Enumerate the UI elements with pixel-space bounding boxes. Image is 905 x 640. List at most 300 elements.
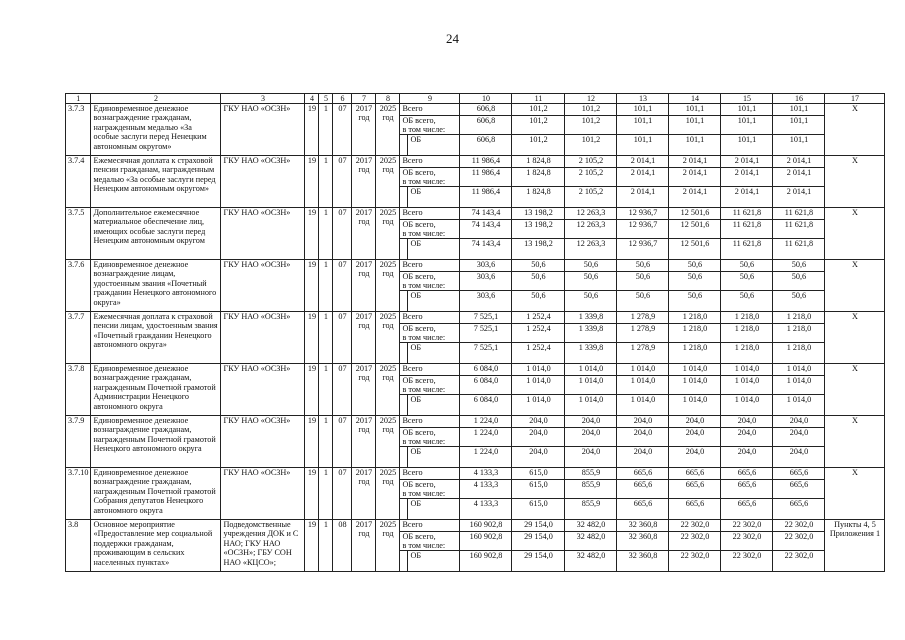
total-value: 665,6 (617, 468, 669, 480)
ob-total-label-line1: ОБ всего, (402, 116, 436, 125)
ob-value: 615,0 (512, 499, 565, 520)
total-value: 32 482,0 (565, 520, 617, 532)
code-4: 19 (305, 208, 319, 260)
ob-total-value: 855,9 (565, 480, 617, 499)
ob-total-value: 1 218,0 (669, 324, 721, 343)
column-header-11: 11 (512, 94, 565, 104)
code-5: 1 (319, 156, 333, 208)
ob-value: 22 302,0 (669, 551, 721, 572)
total-value: 160 902,8 (460, 520, 512, 532)
source-total-label: Всего (400, 364, 460, 376)
ob-value: 32 482,0 (565, 551, 617, 572)
code-6: 07 (333, 416, 352, 468)
column-header-2: 2 (91, 94, 221, 104)
ob-total-value: 50,6 (512, 272, 565, 291)
ob-value: 12 501,6 (669, 239, 721, 260)
ob-value: 160 902,8 (460, 551, 512, 572)
total-value: 4 133,3 (460, 468, 512, 480)
ob-total-value: 665,6 (721, 480, 773, 499)
ob-total-value: 1 014,0 (565, 376, 617, 395)
start-year: 2017 год (352, 520, 376, 572)
item-number: 3.7.7 (66, 312, 91, 364)
column-header-6: 6 (333, 94, 352, 104)
total-value: 29 154,0 (512, 520, 565, 532)
total-value: 204,0 (565, 416, 617, 428)
ob-total-value: 74 143,4 (460, 220, 512, 239)
total-value: 13 198,2 (512, 208, 565, 220)
ob-total-label (400, 532, 460, 551)
ob-spacer (400, 395, 408, 416)
ob-total-value: 1 339,8 (565, 324, 617, 343)
total-value: 6 084,0 (460, 364, 512, 376)
source-total-label: Всего (400, 104, 460, 116)
ob-value: 11 986,4 (460, 187, 512, 208)
end-year: 2025 год (376, 208, 400, 260)
source-total-label: Всего (400, 520, 460, 532)
table-row (66, 364, 885, 376)
ob-total-value: 6 084,0 (460, 376, 512, 395)
code-5: 1 (319, 364, 333, 416)
ob-value: 1 218,0 (721, 343, 773, 364)
ob-total-value: 12 501,6 (669, 220, 721, 239)
total-value: 101,1 (721, 104, 773, 116)
result-link: Х (825, 260, 885, 312)
end-year: 2025 год (376, 260, 400, 312)
column-header-1: 1 (66, 94, 91, 104)
ob-total-value: 1 014,0 (512, 376, 565, 395)
ob-total-value: 2 105,2 (565, 168, 617, 187)
ob-value: 1 218,0 (669, 343, 721, 364)
ob-total-value: 1 824,8 (512, 168, 565, 187)
ob-value: 1 278,9 (617, 343, 669, 364)
ob-value: 101,2 (512, 135, 565, 156)
code-6: 07 (333, 468, 352, 520)
table-row (66, 260, 885, 272)
ob-total-value: 32 360,8 (617, 532, 669, 551)
ob-total-value: 606,8 (460, 116, 512, 135)
column-header-8: 8 (376, 94, 400, 104)
ob-value: 22 302,0 (773, 551, 825, 572)
source-total-label: Всего (400, 468, 460, 480)
ob-total-value: 1 014,0 (669, 376, 721, 395)
item-number: 3.7.5 (66, 208, 91, 260)
total-value: 2 014,1 (617, 156, 669, 168)
end-year: 2025 год (376, 104, 400, 156)
ob-value: 50,6 (512, 291, 565, 312)
ob-value: 204,0 (512, 447, 565, 468)
table-row (66, 208, 885, 220)
item-name: Единовременное денежное вознаграждение гражданам, награжденным Почетной грамотой Ненецкого автономного округа (91, 416, 221, 468)
total-value: 50,6 (565, 260, 617, 272)
ob-total-label-line2: в том числе: (402, 177, 446, 186)
header-row (66, 94, 885, 104)
ob-total-label (400, 480, 460, 499)
total-value: 101,2 (512, 104, 565, 116)
end-year: 2025 год (376, 416, 400, 468)
result-link: Х (825, 468, 885, 520)
ob-total-value: 101,2 (512, 116, 565, 135)
total-value: 11 621,8 (721, 208, 773, 220)
executor: ГКУ НАО «ОСЗН» (221, 156, 305, 208)
ob-total-value: 50,6 (617, 272, 669, 291)
ob-value: 855,9 (565, 499, 617, 520)
total-value: 665,6 (773, 468, 825, 480)
column-header-16: 16 (773, 94, 825, 104)
ob-total-value: 2 014,1 (773, 168, 825, 187)
ob-value: 50,6 (565, 291, 617, 312)
item-number: 3.7.6 (66, 260, 91, 312)
total-value: 1 339,8 (565, 312, 617, 324)
total-value: 665,6 (721, 468, 773, 480)
ob-spacer (400, 239, 408, 260)
ob-spacer (400, 447, 408, 468)
total-value: 615,0 (512, 468, 565, 480)
total-value: 101,1 (669, 104, 721, 116)
ob-value: 2 014,1 (721, 187, 773, 208)
code-4: 19 (305, 156, 319, 208)
ob-total-value: 22 302,0 (669, 532, 721, 551)
total-value: 2 014,1 (773, 156, 825, 168)
ob-value: 12 936,7 (617, 239, 669, 260)
total-value: 1 014,0 (512, 364, 565, 376)
ob-value: 1 824,8 (512, 187, 565, 208)
total-value: 11 986,4 (460, 156, 512, 168)
code-6: 07 (333, 208, 352, 260)
total-value: 204,0 (512, 416, 565, 428)
total-value: 101,2 (565, 104, 617, 116)
ob-value: 204,0 (669, 447, 721, 468)
item-number: 3.7.3 (66, 104, 91, 156)
column-header-5: 5 (319, 94, 333, 104)
ob-total-label-line2: в том числе: (402, 541, 446, 550)
start-year: 2017 год (352, 260, 376, 312)
ob-spacer (400, 343, 408, 364)
code-6: 07 (333, 260, 352, 312)
ob-total-value: 204,0 (721, 428, 773, 447)
item-number: 3.7.4 (66, 156, 91, 208)
ob-total-value: 22 302,0 (721, 532, 773, 551)
ob-value: 2 014,1 (773, 187, 825, 208)
ob-label: ОБ (408, 395, 460, 416)
ob-total-value: 1 014,0 (773, 376, 825, 395)
ob-value: 6 084,0 (460, 395, 512, 416)
total-value: 204,0 (669, 416, 721, 428)
ob-total-value: 101,1 (617, 116, 669, 135)
table-row (66, 156, 885, 168)
ob-value: 1 218,0 (773, 343, 825, 364)
start-year: 2017 год (352, 364, 376, 416)
ob-total-value: 1 224,0 (460, 428, 512, 447)
code-4: 19 (305, 260, 319, 312)
result-link: Пункты 4, 5 Приложения 1 (825, 520, 885, 572)
ob-total-value: 50,6 (669, 272, 721, 291)
code-5: 1 (319, 468, 333, 520)
total-value: 2 014,1 (669, 156, 721, 168)
table-row (66, 520, 885, 532)
ob-label: ОБ (408, 551, 460, 572)
item-number: 3.7.8 (66, 364, 91, 416)
ob-value: 50,6 (773, 291, 825, 312)
ob-total-label (400, 428, 460, 447)
item-name: Ежемесячная доплата к страховой пенсии гражданам, награжденным медалью «За особые заслуги перед Ненецким автономным округом» (91, 156, 221, 208)
total-value: 204,0 (773, 416, 825, 428)
ob-total-value: 50,6 (721, 272, 773, 291)
column-header-15: 15 (721, 94, 773, 104)
total-value: 101,1 (773, 104, 825, 116)
ob-total-value: 12 263,3 (565, 220, 617, 239)
ob-total-value: 1 014,0 (721, 376, 773, 395)
code-4: 19 (305, 104, 319, 156)
total-value: 32 360,8 (617, 520, 669, 532)
ob-value: 204,0 (617, 447, 669, 468)
ob-total-value: 665,6 (773, 480, 825, 499)
ob-value: 50,6 (617, 291, 669, 312)
ob-value: 665,6 (773, 499, 825, 520)
item-number: 3.7.10 (66, 468, 91, 520)
end-year: 2025 год (376, 156, 400, 208)
ob-total-value: 204,0 (512, 428, 565, 447)
total-value: 1 014,0 (565, 364, 617, 376)
ob-total-value: 11 986,4 (460, 168, 512, 187)
total-value: 303,6 (460, 260, 512, 272)
source-total-label: Всего (400, 156, 460, 168)
ob-total-label-line2: в том числе: (402, 489, 446, 498)
ob-total-value: 22 302,0 (773, 532, 825, 551)
executor: ГКУ НАО «ОСЗН» (221, 364, 305, 416)
ob-total-value: 4 133,3 (460, 480, 512, 499)
code-4: 19 (305, 468, 319, 520)
total-value: 7 525,1 (460, 312, 512, 324)
ob-value: 1 014,0 (721, 395, 773, 416)
column-header-17: 17 (825, 94, 885, 104)
start-year: 2017 год (352, 416, 376, 468)
ob-spacer (400, 291, 408, 312)
total-value: 22 302,0 (669, 520, 721, 532)
total-value: 50,6 (669, 260, 721, 272)
total-value: 1 278,9 (617, 312, 669, 324)
result-link: Х (825, 156, 885, 208)
code-5: 1 (319, 520, 333, 572)
ob-total-value: 2 014,1 (617, 168, 669, 187)
source-total-label: Всего (400, 260, 460, 272)
ob-total-label-line1: ОБ всего, (402, 220, 436, 229)
ob-value: 101,2 (565, 135, 617, 156)
ob-total-label-line2: в том числе: (402, 281, 446, 290)
ob-label: ОБ (408, 239, 460, 260)
item-name: Дополнительное ежемесячное материальное обеспечение лиц, имеющих особые заслуги перед Ненецким автономным округом (91, 208, 221, 260)
ob-total-label-line1: ОБ всего, (402, 168, 436, 177)
ob-value: 2 105,2 (565, 187, 617, 208)
ob-total-label-line2: в том числе: (402, 437, 446, 446)
executor: ГКУ НАО «ОСЗН» (221, 468, 305, 520)
total-value: 1 218,0 (721, 312, 773, 324)
total-value: 1 014,0 (669, 364, 721, 376)
ob-total-label-line1: ОБ всего, (402, 532, 436, 541)
ob-value: 1 224,0 (460, 447, 512, 468)
ob-total-label-line1: ОБ всего, (402, 428, 436, 437)
ob-total-value: 665,6 (669, 480, 721, 499)
ob-value: 1 014,0 (669, 395, 721, 416)
ob-total-value: 665,6 (617, 480, 669, 499)
table-row (66, 104, 885, 116)
ob-total-label (400, 168, 460, 187)
total-value: 12 936,7 (617, 208, 669, 220)
ob-total-value: 160 902,8 (460, 532, 512, 551)
total-value: 1 224,0 (460, 416, 512, 428)
total-value: 50,6 (617, 260, 669, 272)
ob-total-label-line1: ОБ всего, (402, 272, 436, 281)
start-year: 2017 год (352, 468, 376, 520)
total-value: 50,6 (773, 260, 825, 272)
column-header-9: 9 (400, 94, 460, 104)
ob-total-label-line2: в том числе: (402, 385, 446, 394)
total-value: 1 252,4 (512, 312, 565, 324)
ob-value: 101,1 (617, 135, 669, 156)
ob-value: 50,6 (669, 291, 721, 312)
ob-total-label-line1: ОБ всего, (402, 376, 436, 385)
start-year: 2017 год (352, 104, 376, 156)
ob-spacer (400, 551, 408, 572)
ob-total-label (400, 116, 460, 135)
end-year: 2025 год (376, 312, 400, 364)
item-name: Основное мероприятие «Предоставление мер социальной поддержки гражданам, проживающим в сельских населенных пунктах» (91, 520, 221, 572)
code-4: 19 (305, 416, 319, 468)
code-4: 19 (305, 520, 319, 572)
ob-total-value: 50,6 (565, 272, 617, 291)
total-value: 204,0 (617, 416, 669, 428)
total-value: 2 105,2 (565, 156, 617, 168)
executor: ГКУ НАО «ОСЗН» (221, 312, 305, 364)
ob-label: ОБ (408, 187, 460, 208)
total-value: 11 621,8 (773, 208, 825, 220)
total-value: 22 302,0 (773, 520, 825, 532)
ob-spacer (400, 499, 408, 520)
ob-total-label (400, 376, 460, 395)
code-5: 1 (319, 208, 333, 260)
code-6: 08 (333, 520, 352, 572)
column-header-13: 13 (617, 94, 669, 104)
ob-value: 13 198,2 (512, 239, 565, 260)
source-total-label: Всего (400, 416, 460, 428)
ob-label: ОБ (408, 135, 460, 156)
total-value: 50,6 (512, 260, 565, 272)
ob-total-label-line2: в том числе: (402, 125, 446, 134)
ob-total-value: 303,6 (460, 272, 512, 291)
code-6: 07 (333, 364, 352, 416)
ob-total-value: 1 278,9 (617, 324, 669, 343)
item-name: Единовременное денежное вознаграждение лицам, удостоенным звания «Почетный гражданин Ненецкого автономного округа» (91, 260, 221, 312)
result-link: Х (825, 364, 885, 416)
ob-label: ОБ (408, 499, 460, 520)
total-value: 12 501,6 (669, 208, 721, 220)
ob-value: 4 133,3 (460, 499, 512, 520)
ob-value: 665,6 (617, 499, 669, 520)
column-header-3: 3 (221, 94, 305, 104)
ob-total-label-line2: в том числе: (402, 333, 446, 342)
column-header-14: 14 (669, 94, 721, 104)
ob-total-label-line1: ОБ всего, (402, 480, 436, 489)
end-year: 2025 год (376, 468, 400, 520)
source-total-label: Всего (400, 208, 460, 220)
ob-value: 1 014,0 (512, 395, 565, 416)
ob-value: 204,0 (773, 447, 825, 468)
ob-total-value: 29 154,0 (512, 532, 565, 551)
code-5: 1 (319, 260, 333, 312)
item-name: Единовременное денежное вознаграждение гражданам, награжденным Почетной грамотой Администрации Ненецкого автономного округа (91, 364, 221, 416)
column-header-4: 4 (305, 94, 319, 104)
column-header-12: 12 (565, 94, 617, 104)
item-name: Единовременное денежное вознаграждение гражданам, награжденным Почетной грамотой Собрания депутатов Ненецкого автономного округа (91, 468, 221, 520)
code-4: 19 (305, 364, 319, 416)
result-link: Х (825, 104, 885, 156)
ob-value: 22 302,0 (721, 551, 773, 572)
code-6: 07 (333, 312, 352, 364)
total-value: 1 014,0 (773, 364, 825, 376)
code-5: 1 (319, 416, 333, 468)
total-value: 855,9 (565, 468, 617, 480)
ob-total-value: 12 936,7 (617, 220, 669, 239)
total-value: 101,1 (617, 104, 669, 116)
ob-total-value: 1 218,0 (773, 324, 825, 343)
total-value: 22 302,0 (721, 520, 773, 532)
total-value: 204,0 (721, 416, 773, 428)
ob-value: 665,6 (669, 499, 721, 520)
executor: ГКУ НАО «ОСЗН» (221, 208, 305, 260)
start-year: 2017 год (352, 208, 376, 260)
page-number: 24 (446, 31, 459, 46)
ob-value: 665,6 (721, 499, 773, 520)
total-value: 50,6 (721, 260, 773, 272)
ob-total-value: 1 218,0 (721, 324, 773, 343)
ob-value: 606,8 (460, 135, 512, 156)
total-value: 1 218,0 (773, 312, 825, 324)
ob-value: 29 154,0 (512, 551, 565, 572)
code-6: 07 (333, 156, 352, 208)
ob-total-value: 11 621,8 (721, 220, 773, 239)
ob-total-value: 204,0 (773, 428, 825, 447)
ob-value: 303,6 (460, 291, 512, 312)
ob-total-value: 101,1 (773, 116, 825, 135)
end-year: 2025 год (376, 520, 400, 572)
code-4: 19 (305, 312, 319, 364)
ob-total-label-line2: в том числе: (402, 229, 446, 238)
ob-total-value: 7 525,1 (460, 324, 512, 343)
code-6: 07 (333, 104, 352, 156)
ob-total-value: 1 252,4 (512, 324, 565, 343)
table-row (66, 468, 885, 480)
ob-total-value: 1 014,0 (617, 376, 669, 395)
item-name: Ежемесячная доплата к страховой пенсии лицам, удостоенным звания «Почетный гражданин Ненецкого автономного округа» (91, 312, 221, 364)
ob-spacer (400, 135, 408, 156)
ob-label: ОБ (408, 343, 460, 364)
ob-total-value: 101,2 (565, 116, 617, 135)
column-header-7: 7 (352, 94, 376, 104)
total-value: 1 824,8 (512, 156, 565, 168)
ob-value: 204,0 (721, 447, 773, 468)
column-header-10: 10 (460, 94, 512, 104)
ob-value: 2 014,1 (617, 187, 669, 208)
code-5: 1 (319, 312, 333, 364)
item-number: 3.7.9 (66, 416, 91, 468)
ob-value: 32 360,8 (617, 551, 669, 572)
total-value: 665,6 (669, 468, 721, 480)
ob-total-value: 50,6 (773, 272, 825, 291)
ob-value: 2 014,1 (669, 187, 721, 208)
ob-value: 1 014,0 (773, 395, 825, 416)
total-value: 1 014,0 (721, 364, 773, 376)
ob-value: 101,1 (669, 135, 721, 156)
result-link: Х (825, 208, 885, 260)
